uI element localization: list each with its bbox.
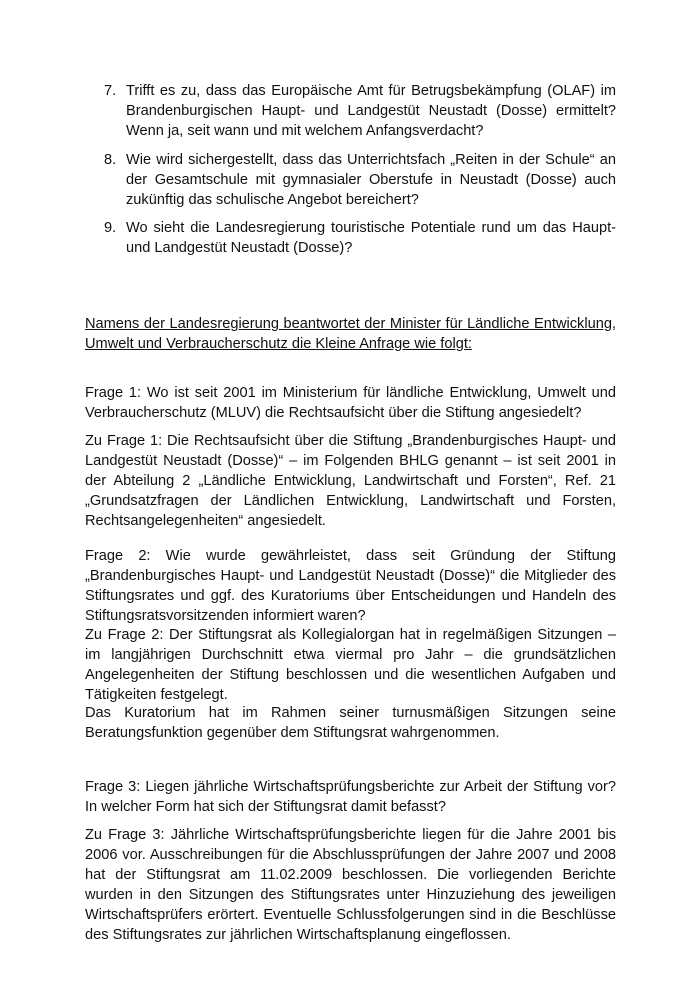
frage-2-answer: Zu Frage 2: Der Stiftungsrat als Kollegialorgan hat in regelmäßigen Sitzungen – im langjährigen Durchschnitt etwa viermal pro Jahr – die grundsätzlichen Angelegenheiten der Stiftung beschlossen und die wesentlichen Aufgaben und Tätigkeiten festgelegt. [85, 627, 616, 703]
question-text: Wie wird sichergestellt, dass das Unterrichtsfach „Reiten in der Schule“ an der Gesamtschule mit gymnasialer Oberstufe in Neustadt (Dosse) auch zukünftig das schulische Angebot bereichert? [126, 152, 616, 208]
question-number: 8. [104, 152, 117, 168]
frage-1-answer: Zu Frage 1: Die Rechtsaufsicht über die Stiftung „Brandenburgisches Haupt- und Landgestüt Neustadt (Dosse)“ – im Folgenden BHLG genannt – ist seit 2001 in der Abteilung 2 „Ländliche Entwicklung, Landwirtschaft und Forsten“, Ref. 21 „Grundsatzfragen der Ländlichen Entwicklung, Landwirtschaft und Forsten, Rechtsangelegenheiten“ angesiedelt. [85, 433, 616, 529]
answer-intro: Namens der Landesregierung beantwortet der Minister für Ländliche Entwicklung, Umwelt und Verbraucherschutz die Kleine Anfrage wie folgt: [85, 316, 616, 352]
frage-3-question: Frage 3: Liegen jährliche Wirtschaftsprüfungsberichte zur Arbeit der Stiftung vor? In welcher Form hat sich der Stiftungsrat damit befasst? [85, 779, 616, 815]
question-item-7 [85, 81, 616, 143]
frage-1-question: Frage 1: Wo ist seit 2001 im Ministerium für ländliche Entwicklung, Umwelt und Verbraucherschutz (MLUV) die Rechtsaufsicht über die Stiftung angesiedelt? [85, 385, 616, 421]
question-item-8 [85, 150, 616, 212]
frage-3-answer: Zu Frage 3: Jährliche Wirtschaftsprüfungsberichte liegen für die Jahre 2001 bis 2006 vor. Ausschreibungen für die Abschlussprüfungen der Jahre 2007 und 2008 hat der Stiftungsrat am 11.02.2009 beschlossen. Die vorliegenden Berichte wurden in den Sitzungen des Stiftungsrates unter Hinzuziehung des jeweiligen Wirtschaftsprüfers erörtert. Eventuelle Schlussfolgerungen sind in die Beschlüsse des Stiftungsrates zur jährlichen Wirtschaftsplanung eingeflossen. [85, 827, 616, 943]
question-text: Trifft es zu, dass das Europäische Amt für Betrugsbekämpfung (OLAF) im Brandenburgischen Haupt- und Landgestüt Neustadt (Dosse) ermittelt? Wenn ja, seit wann und mit welchem Anfangsverdacht? [126, 83, 616, 139]
question-item-9 [85, 218, 616, 260]
frage-2-answer-kuratorium: Das Kuratorium hat im Rahmen seiner turnusmäßigen Sitzungen seine Beratungsfunktion gegenüber dem Stiftungsrat wahrgenommen. [85, 705, 616, 741]
question-text: Wo sieht die Landesregierung touristische Potentiale rund um das Haupt- und Landgestüt Neustadt (Dosse)? [126, 220, 616, 256]
question-number: 9. [104, 220, 117, 236]
frage-2-question: Frage 2: Wie wurde gewährleistet, dass seit Gründung der Stiftung „Brandenburgisches Haupt- und Landgestüt Neustadt (Dosse)“ die Mitglieder des Stiftungsrates und ggf. des Kuratoriums über Entscheidungen und Handeln des Stiftungsratsvorsitzenden informiert waren? [85, 548, 616, 624]
question-number: 7. [104, 83, 117, 99]
